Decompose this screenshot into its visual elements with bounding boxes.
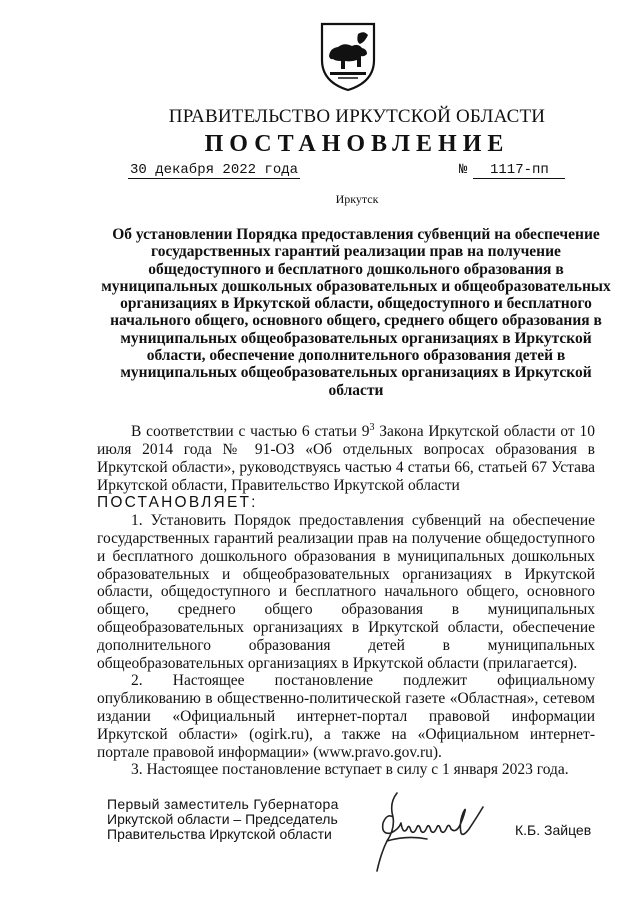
position-line-1: Первый заместитель Губернатора <box>107 796 339 812</box>
position-line-3: Правительства Иркутской области <box>107 826 332 842</box>
document-type: ПОСТАНОВЛЕНИЕ <box>204 131 510 157</box>
signatory-name: К.Б. Зайцев <box>515 822 592 838</box>
resolve-heading: ПОСТАНОВЛЯЕТ: <box>97 494 258 512</box>
city: Иркутск <box>335 192 379 206</box>
handwritten-signature <box>367 783 499 879</box>
date-value: 30 декабря 2022 года <box>130 162 299 178</box>
document-number <box>459 162 565 179</box>
document-title: Об установлении Порядка предоставления субвенций на обеспечение государственных гарантий реализации прав на получение общедоступного и бесплатного дошкольного образования в муниципальных дошкольных образовательных и общеобразовательных организациях в Иркутской области, общедоступного и бесплатного начального общего, основного общего, среднего общего образования в муниципальных общеобразовательных организациях в Иркутской области, обеспечение дополнительного образования детей в муниципальных общеобразовательных организациях в Иркутской области <box>101 226 611 399</box>
preamble-superscript: 3 <box>369 422 375 433</box>
document-date <box>128 162 300 179</box>
preamble-paragraph <box>97 419 595 494</box>
preamble-text-1: В соответствии с частью 6 статьи 9 <box>131 423 370 441</box>
preamble-text-2: Закона Иркутской области от 10 июля 2014 года № 91-ОЗ «Об отдельных вопросах образования в Иркутской области», руководствуясь частью 4 статьи 66, статьей 67 Устава Иркутской области, Правительство Иркутской области <box>97 423 595 494</box>
signatory-position <box>107 797 339 842</box>
number-prefix: № <box>459 162 468 178</box>
item-1: 1. Установить Порядок предоставления субвенций на обеспечение государственных гарантий реализации прав на получение общедоступного и бесплатного дошкольного образования в муниципальных дошкольных образовательных и общеобразовательных организациях в Иркутской области, общедоступного и бесплатного начального общего, основного общего, среднего общего образования в муниципальных общеобразовательных организациях в Иркутской области, обеспечение дополнительного образования детей в муниципальных общеобразовательных организациях в Иркутской области (прилагается). <box>97 512 595 672</box>
position-line-2: Иркутской области – Председатель <box>107 811 338 827</box>
government-name: ПРАВИТЕЛЬСТВО ИРКУТСКОЙ ОБЛАСТИ <box>168 106 546 127</box>
item-3: 3. Настоящее постановление вступает в силу с 1 января 2023 года. <box>131 761 569 779</box>
document-body <box>97 419 595 779</box>
number-value: 1117-пп <box>473 162 565 179</box>
item-2: 2. Настоящее постановление подлежит официальному опубликованию в общественно-политической газете «Областная», сетевом издании «Официальный интернет-портал правовой информации Иркутской области» (ogirk.ru), а также на «Официальном интернет-портале правовой информации» (www.pravo.gov.ru). <box>97 672 595 761</box>
coat-of-arms-emblem <box>318 20 378 92</box>
